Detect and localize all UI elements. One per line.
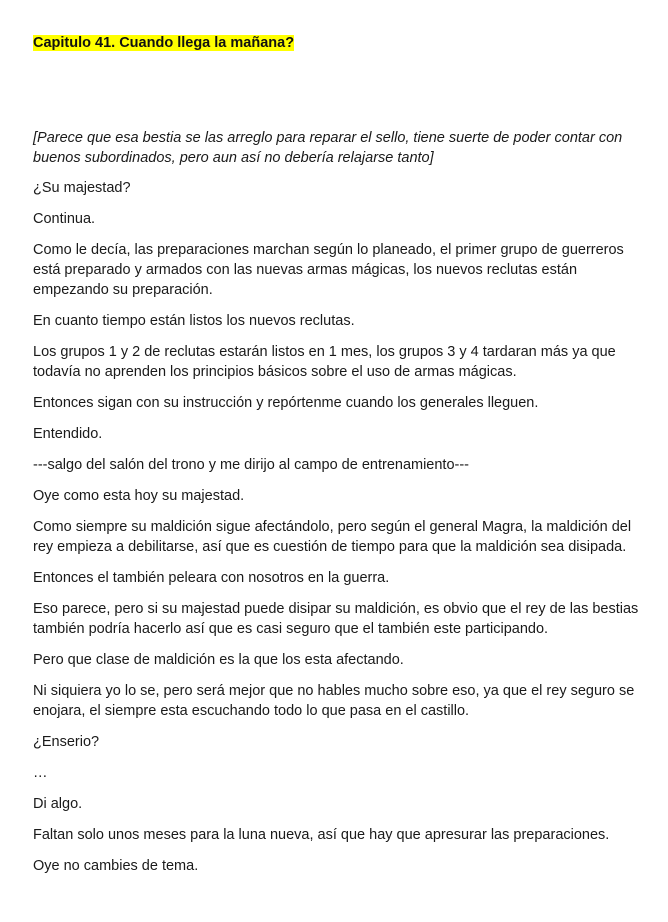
paragraph-16: … [33,765,48,781]
paragraph-9: Oye como esta hoy su majestad. [33,488,245,504]
paragraph-19: Oye no cambies de tema. [33,858,199,874]
paragraph-14: Ni siquiera yo lo se, pero será mejor que no hables mucho sobre eso, ya que el rey seguro se enojara, el siempre esta escuchando todo lo que pasa en el castillo. [33,683,635,719]
paragraph-1: ¿Su majestad? [33,180,131,196]
chapter-heading [33,34,643,53]
chapter-title: Capitulo 41. Cuando llega la mañana? [33,35,295,51]
paragraph-10: Como siempre su maldición sigue afectándolo, pero según el general Magra, la maldición del rey empieza a debilitarse, así que es cuestión de tiempo para que la maldición sea disipada. [33,519,632,555]
paragraph-12: Eso parece, pero si su majestad puede disipar su maldición, es obvio que el rey de las bestias también podría hacerlo así que es casi seguro que el también este participando. [33,601,639,637]
paragraph-4: En cuanto tiempo están listos los nuevos reclutas. [33,313,355,329]
paragraph-8: ---salgo del salón del trono y me dirijo al campo de entrenamiento--- [33,457,470,473]
paragraph-5: Los grupos 1 y 2 de reclutas estarán listos en 1 mes, los grupos 3 y 4 tardaran más ya que todavía no aprenden los principios básicos sobre el uso de armas mágicas. [33,344,616,380]
intro-paragraph: [Parece que esa bestia se las arreglo para reparar el sello, tiene suerte de poder contar con buenos subordinados, pero aun así no debería relajarse tanto] [33,130,623,166]
document-page [33,34,643,887]
paragraph-2: Continua. [33,211,96,227]
paragraph-11: Entonces el también peleara con nosotros en la guerra. [33,570,390,586]
paragraph-6: Entonces sigan con su instrucción y repórtenme cuando los generales lleguen. [33,395,539,411]
paragraph-13: Pero que clase de maldición es la que los esta afectando. [33,652,404,668]
paragraph-3: Como le decía, las preparaciones marchan según lo planeado, el primer grupo de guerreros está preparado y armados con las nuevas armas mágicas, los nuevos reclutas están empezando su preparación. [33,242,624,298]
paragraph-7: Entendido. [33,426,103,442]
paragraph-18: Faltan solo unos meses para la luna nueva, así que hay que apresurar las preparaciones. [33,827,610,843]
paragraph-15: ¿Enserio? [33,734,100,750]
paragraph-17: Di algo. [33,796,83,812]
